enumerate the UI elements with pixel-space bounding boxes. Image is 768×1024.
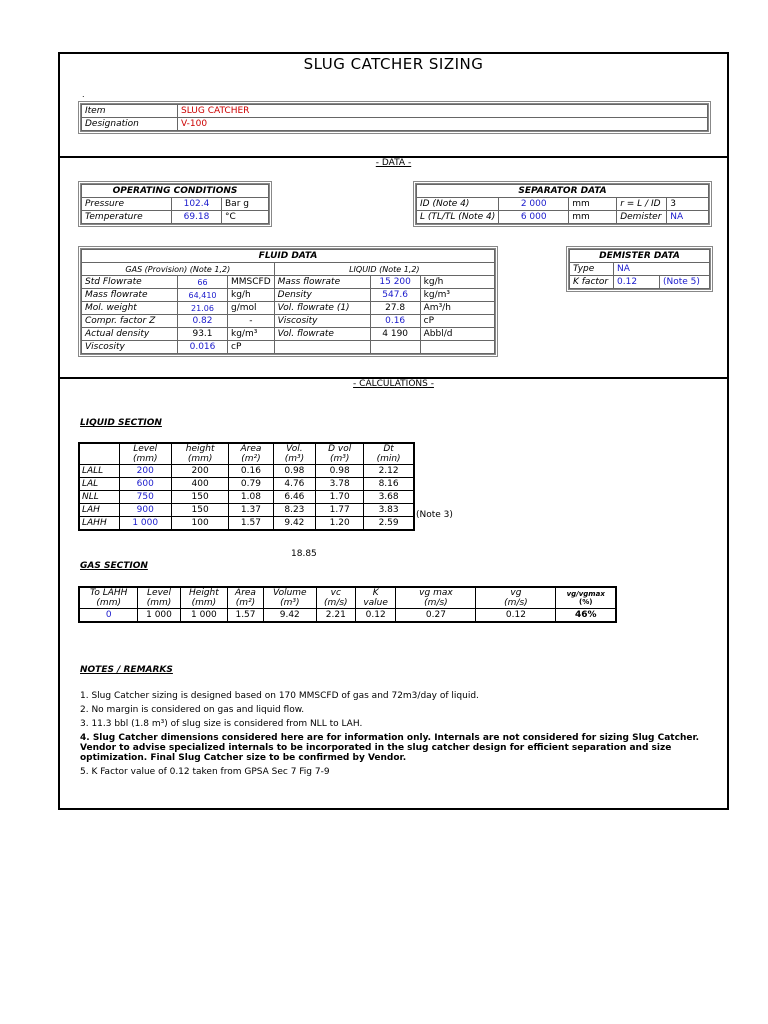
cell: kg/h xyxy=(228,289,275,302)
liquid-section-title: LIQUID SECTION xyxy=(80,418,162,428)
cell: 2.12 xyxy=(364,465,414,478)
operating-conditions-table xyxy=(78,181,272,227)
cell xyxy=(370,341,420,354)
header-cell: vg (m/s) xyxy=(476,587,556,609)
cell: 15 200 xyxy=(370,276,420,289)
cell: 150 xyxy=(171,491,228,504)
header-cell: D vol (m³) xyxy=(316,443,364,465)
cell: 4 190 xyxy=(370,328,420,341)
cell: 547.6 xyxy=(370,289,420,302)
notes-list xyxy=(80,691,728,781)
cell: 0.16 xyxy=(229,465,273,478)
notes-title: NOTES / REMARKS xyxy=(80,665,173,675)
separator-data-heading: SEPARATOR DATA xyxy=(417,185,709,198)
table-row xyxy=(417,198,709,211)
cell: LAH xyxy=(79,504,119,517)
cell: 46% xyxy=(556,609,616,622)
length-value: 6 000 xyxy=(499,211,569,224)
id-value: 2 000 xyxy=(499,198,569,211)
table-row xyxy=(82,105,708,118)
demister-value: NA xyxy=(667,211,709,224)
calculation-sheet xyxy=(58,52,729,810)
cell: 600 xyxy=(119,478,171,491)
header-cell: vg/vgmax (%) xyxy=(556,587,616,609)
cell: 200 xyxy=(171,465,228,478)
id-label: ID (Note 4) xyxy=(417,198,499,211)
gas-section-table xyxy=(78,586,617,623)
cell: 0.82 xyxy=(178,315,228,328)
cell: 1.20 xyxy=(316,517,364,530)
note3-marker: (Note 3) xyxy=(416,510,453,520)
kfactor-value: 0.12 xyxy=(614,276,660,289)
cell: cP xyxy=(420,315,494,328)
header-cell: Dt (min) xyxy=(364,443,414,465)
cell: 900 xyxy=(119,504,171,517)
table-row xyxy=(82,328,495,341)
header-cell: vc (m/s) xyxy=(316,587,355,609)
table-row xyxy=(570,263,710,276)
header-cell: Level (mm) xyxy=(138,587,180,609)
cell: 750 xyxy=(119,491,171,504)
cell: 2.21 xyxy=(316,609,355,622)
cell: Std Flowrate xyxy=(82,276,178,289)
table-row xyxy=(82,315,495,328)
table-row xyxy=(79,517,414,530)
cell: 8.16 xyxy=(364,478,414,491)
cell: Compr. factor Z xyxy=(82,315,178,328)
cell: 0.98 xyxy=(316,465,364,478)
item-label: Item xyxy=(82,105,178,118)
cell: Viscosity xyxy=(274,315,370,328)
table-row xyxy=(570,276,710,289)
cell: 8.23 xyxy=(273,504,316,517)
cell: 2.59 xyxy=(364,517,414,530)
table-row xyxy=(82,341,495,354)
cell: 0.16 xyxy=(370,315,420,328)
dot-mark: . xyxy=(82,90,85,99)
note-3: 3. 11.3 bbl (1.8 m³) of slug size is considered from NLL to LAH. xyxy=(80,719,363,729)
note-1: 1. Slug Catcher sizing is designed based on 170 MMSCFD of gas and 72m3/day of liquid. xyxy=(80,691,479,701)
cell: 1.57 xyxy=(228,609,264,622)
cell: 1.08 xyxy=(229,491,273,504)
note-4: 4. Slug Catcher dimensions considered here are for information only. Internals are not considered for sizing Slug Catcher. Vendor to advise specialized internals to be incorporated in the slug catcher design for efficient separation and size optimization. Final Slug Catcher size to be confirmed by Vendor. xyxy=(80,733,700,763)
cell: kg/m³ xyxy=(420,289,494,302)
table-row xyxy=(79,465,414,478)
table-row xyxy=(82,276,495,289)
cell: 1 000 xyxy=(119,517,171,530)
table-row xyxy=(79,491,414,504)
cell: MMSCFD xyxy=(228,276,275,289)
cell: 400 xyxy=(171,478,228,491)
demister-label: Demister xyxy=(617,211,667,224)
sheet-title: SLUG CATCHER SIZING xyxy=(303,55,484,73)
table-row xyxy=(82,118,708,131)
cell: kg/h xyxy=(420,276,494,289)
cell: 1.77 xyxy=(316,504,364,517)
temperature-label: Temperature xyxy=(82,211,172,224)
pressure-label: Pressure xyxy=(82,198,172,211)
pressure-value: 102.4 xyxy=(172,198,222,211)
table-row xyxy=(79,478,414,491)
cell: 0.016 xyxy=(178,341,228,354)
designation-value: V-100 xyxy=(178,118,708,131)
length-unit: mm xyxy=(569,211,617,224)
length-label: L (TL/TL (Note 4) xyxy=(417,211,499,224)
cell: 0 xyxy=(79,609,138,622)
cell: Abbl/d xyxy=(420,328,494,341)
cell: 3.83 xyxy=(364,504,414,517)
gas-heading: GAS (Provision) (Note 1,2) xyxy=(82,263,275,276)
item-value: SLUG CATCHER xyxy=(178,105,708,118)
cell: 66 xyxy=(178,276,228,289)
gas-section-title: GAS SECTION xyxy=(80,561,148,571)
item-table xyxy=(78,101,711,134)
data-section-title: - DATA - xyxy=(375,158,412,168)
header-cell: To LAHH (mm) xyxy=(79,587,138,609)
cell: LALL xyxy=(79,465,119,478)
type-value: NA xyxy=(614,263,710,276)
kfactor-label: K factor xyxy=(570,276,614,289)
cell: LAHH xyxy=(79,517,119,530)
calculations-section-title: - CALCULATIONS - xyxy=(353,379,434,389)
designation-label: Designation xyxy=(82,118,178,131)
cell: Vol. flowrate (1) xyxy=(274,302,370,315)
cell: 0.12 xyxy=(476,609,556,622)
cell xyxy=(274,341,370,354)
cell: 3.68 xyxy=(364,491,414,504)
fluid-data-table xyxy=(78,246,498,357)
note-2: 2. No margin is considered on gas and liquid flow. xyxy=(80,705,305,715)
table-row xyxy=(417,211,709,224)
type-label: Type xyxy=(570,263,614,276)
header-cell: Height (mm) xyxy=(180,587,228,609)
total-volume-value: 18.85 xyxy=(291,549,317,559)
cell: 64,410 xyxy=(178,289,228,302)
header-cell: Area (m²) xyxy=(228,587,264,609)
cell: 150 xyxy=(171,504,228,517)
header-cell: Area (m²) xyxy=(229,443,273,465)
pressure-unit: Bar g xyxy=(222,198,269,211)
cell: 1.70 xyxy=(316,491,364,504)
table-row xyxy=(79,504,414,517)
cell: kg/m³ xyxy=(228,328,275,341)
cell: 4.76 xyxy=(273,478,316,491)
cell: 0.79 xyxy=(229,478,273,491)
id-unit: mm xyxy=(569,198,617,211)
cell: 1.57 xyxy=(229,517,273,530)
cell: Mass flowrate xyxy=(274,276,370,289)
liquid-heading: LIQUID (Note 1,2) xyxy=(274,263,494,276)
cell: Vol. flowrate xyxy=(274,328,370,341)
kfactor-note: (Note 5) xyxy=(660,276,710,289)
cell: 1.37 xyxy=(229,504,273,517)
header-cell xyxy=(79,443,119,465)
cell: g/mol xyxy=(228,302,275,315)
temperature-value: 69.18 xyxy=(172,211,222,224)
cell: 27.8 xyxy=(370,302,420,315)
header-cell: K value xyxy=(355,587,396,609)
cell xyxy=(420,341,494,354)
cell: 100 xyxy=(171,517,228,530)
table-row xyxy=(82,198,269,211)
cell: 9.42 xyxy=(273,517,316,530)
header-cell: Level (mm) xyxy=(119,443,171,465)
cell: 3.78 xyxy=(316,478,364,491)
separator-data-table xyxy=(413,181,712,227)
table-row xyxy=(82,302,495,315)
operating-conditions-heading: OPERATING CONDITIONS xyxy=(82,185,269,198)
temperature-unit: °C xyxy=(222,211,269,224)
demister-data-heading: DEMISTER DATA xyxy=(570,250,710,263)
fluid-data-heading: FLUID DATA xyxy=(82,250,495,263)
cell: cP xyxy=(228,341,275,354)
note-5: 5. K Factor value of 0.12 taken from GPSA Sec 7 Fig 7-9 xyxy=(80,767,330,777)
cell: 6.46 xyxy=(273,491,316,504)
cell: 0.98 xyxy=(273,465,316,478)
cell: 9.42 xyxy=(263,609,316,622)
liquid-section-table xyxy=(78,442,415,531)
cell: LAL xyxy=(79,478,119,491)
cell: 1 000 xyxy=(180,609,228,622)
cell: - xyxy=(228,315,275,328)
cell: Mol. weight xyxy=(82,302,178,315)
cell: Mass flowrate xyxy=(82,289,178,302)
header-cell: height (mm) xyxy=(171,443,228,465)
cell: 1 000 xyxy=(138,609,180,622)
cell: NLL xyxy=(79,491,119,504)
header-cell: Vol. (m³) xyxy=(273,443,316,465)
cell: 0.12 xyxy=(355,609,396,622)
cell: Density xyxy=(274,289,370,302)
header-cell: Volume (m³) xyxy=(263,587,316,609)
cell: 200 xyxy=(119,465,171,478)
table-row xyxy=(82,211,269,224)
demister-data-table xyxy=(566,246,713,292)
cell: Actual density xyxy=(82,328,178,341)
ratio-label: r = L / ID xyxy=(617,198,667,211)
cell: 93.1 xyxy=(178,328,228,341)
table-row xyxy=(82,289,495,302)
cell: Viscosity xyxy=(82,341,178,354)
cell: 0.27 xyxy=(396,609,476,622)
ratio-value: 3 xyxy=(667,198,709,211)
table-row xyxy=(79,609,616,622)
header-cell: vg max (m/s) xyxy=(396,587,476,609)
cell: 21.06 xyxy=(178,302,228,315)
cell: Am³/h xyxy=(420,302,494,315)
